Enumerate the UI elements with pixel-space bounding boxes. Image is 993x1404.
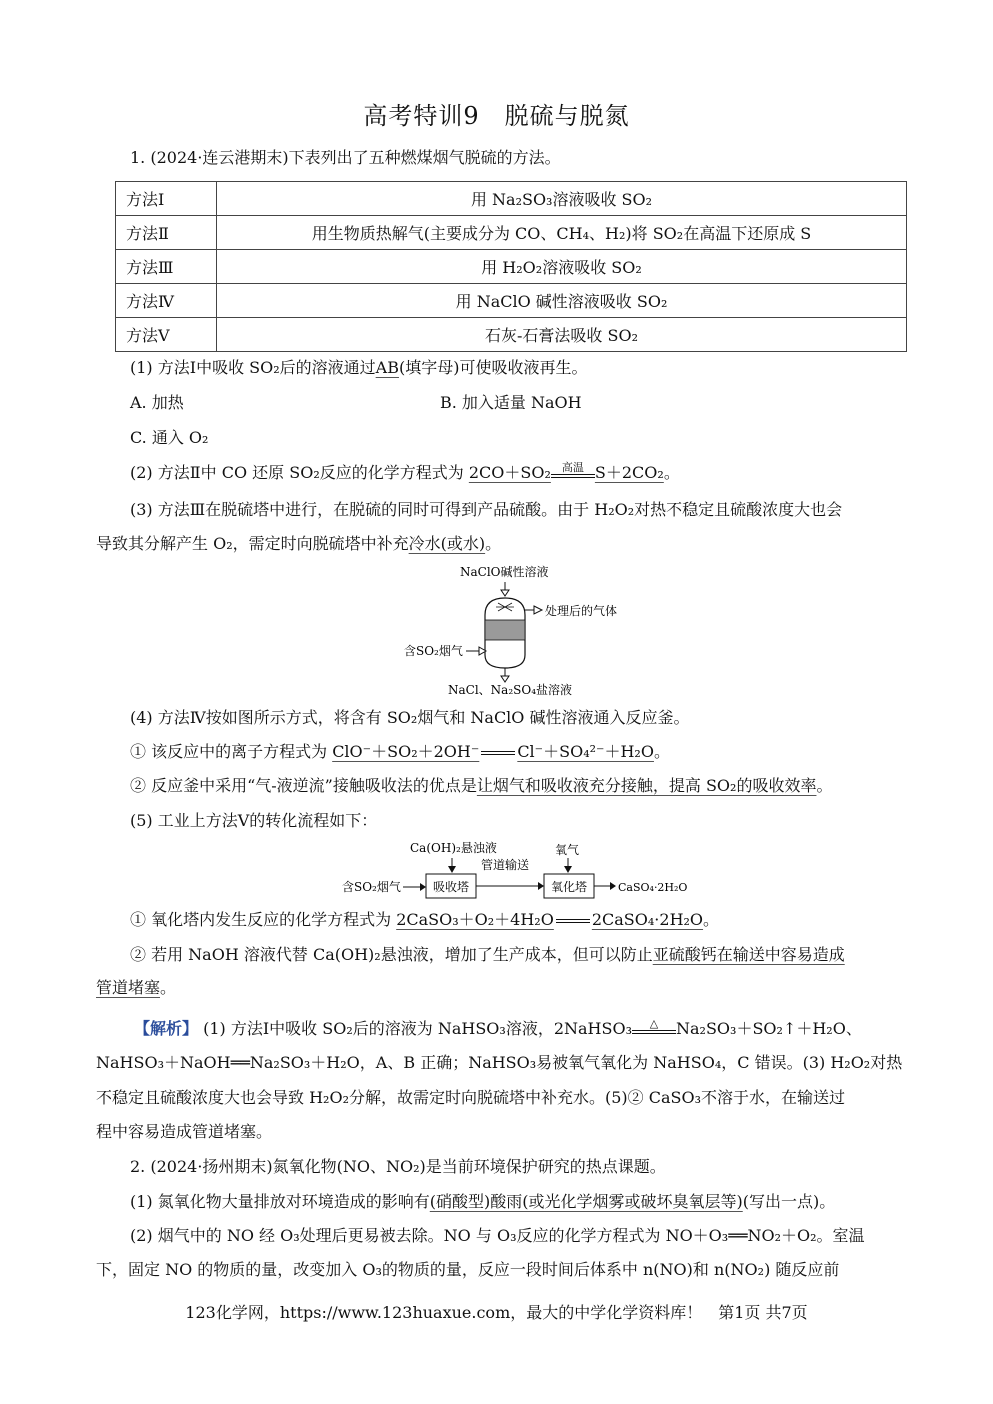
q1-part4: (4) 方法Ⅳ按如图所示方式，将含有 SO₂烟气和 NaClO 碱性溶液通入反应釜。 — [130, 708, 690, 727]
answer-p5-1: 2CaSO₃＋O₂＋4H₂O 2CaSO₄·2H₂O — [396, 910, 704, 929]
fig2-pipe: 管道输送 — [481, 858, 530, 872]
answer-p3: 冷水(或水) — [408, 534, 486, 553]
q1-part5-1: ① 氧化塔内发生反应的化学方程式为 2CaSO₃＋O₂＋4H₂O 2CaSO₄·2H₂O。 — [130, 910, 720, 929]
answer-p5-2b: 管道堵塞 — [96, 978, 161, 997]
method-name: 方法Ⅴ — [116, 318, 217, 352]
method-row — [116, 250, 907, 284]
answer-p4-2: 让烟气和吸收液充分接触，提高 SO₂的吸收效率 — [476, 776, 817, 795]
fig2-product: CaSO₄·2H₂O — [618, 881, 688, 894]
q1-part5-2: ② 若用 NaOH 溶液代替 Ca(OH)₂悬浊液，增加了生产成本，但可以防止亚硫酸钙在输送中容易造成 — [130, 945, 845, 964]
q1-part3-line2: 导致其分解产生 O₂，需定时向脱硫塔中补充冷水(或水)。 — [96, 534, 502, 553]
analysis-line1: 【解析】 (1) 方法Ⅰ中吸收 SO₂后的溶液为 NaHSO₃溶液，2NaHSO₃ △ Na₂SO₃＋SO₂↑＋H₂O、 — [134, 1017, 862, 1038]
reactor-diagram — [400, 560, 640, 700]
analysis-line4: 程中容易造成管道堵塞。 — [96, 1122, 273, 1141]
fig2-box1: 吸收塔 — [432, 880, 470, 894]
q1-part2: (2) 方法Ⅱ中 CO 还原 SO₂反应的化学方程式为 2CO＋SO₂ 高温 S＋2CO₂。 — [130, 461, 680, 482]
fig1-right-label: 处理后的气体 — [545, 604, 618, 618]
fig1-left-label: 含SO₂烟气 — [404, 644, 463, 658]
q2-part2-line2: 下，固定 NO 的物质的量，改变加入 O₃的物质的量，反应一段时间后体系中 n(NO)和 n(NO₂) 随反应前 — [96, 1260, 840, 1279]
analysis-line3: 不稳定且硫酸浓度大也会导致 H₂O₂分解，故需定时向脱硫塔中补充水。(5)② CaSO₃不溶于水，在输送过 — [96, 1088, 846, 1107]
answer-p1: AB — [375, 358, 399, 377]
method-description: 石灰-石膏法吸收 SO₂ — [217, 318, 907, 352]
answer-p2: 2CO＋SO₂ 高温 S＋2CO₂ — [468, 461, 664, 482]
method-row — [116, 182, 907, 216]
method-description: 用生物质热解气(主要成分为 CO、CH₄、H₂)将 SO₂在高温下还原成 S — [217, 216, 907, 250]
fig2-box2: 氧化塔 — [550, 880, 588, 894]
method-description: 用 NaClO 碱性溶液吸收 SO₂ — [217, 284, 907, 318]
answer-p5-2a: 亚硫酸钙在输送中容易造成 — [652, 945, 845, 964]
fig2-top1: Ca(OH)₂悬浊液 — [410, 841, 497, 855]
method-row — [116, 216, 907, 250]
analysis-line2: NaHSO₃＋NaOH══Na₂SO₃＋H₂O，A、B 正确；NaHSO₃易被氧气氧化为 NaHSO₄，C 错误。(3) H₂O₂对热 — [96, 1053, 903, 1072]
q2-part1: (1) 氮氧化物大量排放对环境造成的影响有(硝酸型)酸雨(或光化学烟雾或破坏臭氧层等)(写出一点)。 — [130, 1192, 836, 1211]
q1-part4-1: ① 该反应中的离子方程式为 ClO⁻＋SO₂＋2OH⁻ Cl⁻＋SO₄²⁻＋H₂O。 — [130, 742, 670, 761]
fig1-bottom-label: NaCl、Na₂SO₄盐溶液 — [448, 683, 573, 697]
method-name: 方法Ⅱ — [116, 216, 217, 250]
q1-intro: 1. (2024·连云港期末)下表列出了五种燃煤烟气脱硫的方法。 — [130, 148, 561, 167]
answer-q2-p1: (硝酸型)酸雨(或光化学烟雾或破坏臭氧层等) — [429, 1192, 743, 1211]
method-description: 用 H₂O₂溶液吸收 SO₂ — [217, 250, 907, 284]
method-name: 方法Ⅰ — [116, 182, 217, 216]
option-a: A. 加热 — [130, 393, 184, 412]
page-title: 高考特训9 脱硫与脱氮 — [363, 102, 630, 130]
method-row — [116, 318, 907, 352]
fig2-feed: 含SO₂烟气 — [342, 880, 401, 894]
method-row — [116, 284, 907, 318]
fig1-top-label: NaClO碱性溶液 — [460, 565, 549, 579]
methods-table — [115, 181, 907, 352]
method-description: 用 Na₂SO₃溶液吸收 SO₂ — [217, 182, 907, 216]
option-c: C. 通入 O₂ — [130, 428, 209, 447]
answer-p4-1: ClO⁻＋SO₂＋2OH⁻ Cl⁻＋SO₄²⁻＋H₂O — [332, 742, 654, 761]
fig2-top2: 氧气 — [555, 843, 580, 857]
option-b: B. 加入适量 NaOH — [440, 393, 582, 412]
method-name: 方法Ⅳ — [116, 284, 217, 318]
process-flow-diagram — [340, 836, 720, 902]
q1-part5: (5) 工业上方法Ⅴ的转化流程如下： — [130, 811, 378, 830]
page-footer: 123化学网，https://www.123huaxue.com，最大的中学化学资料库！ 第1页 共7页 — [185, 1303, 808, 1322]
q1-part4-2: ② 反应釜中采用“气-液逆流”接触吸收法的优点是让烟气和吸收液充分接触，提高 SO₂的吸收效率。 — [130, 776, 833, 795]
q1-part1: (1) 方法Ⅰ中吸收 SO₂后的溶液通过AB(填字母)可使吸收液再生。 — [130, 358, 588, 377]
q2-part2-line1: (2) 烟气中的 NO 经 O₃处理后更易被去除。NO 与 O₃反应的化学方程式为 NO＋O₃══NO₂＋O₂。室温 — [130, 1226, 865, 1245]
analysis-tag: 【解析】 — [134, 1019, 199, 1038]
q1-part5-2-cont: 管道堵塞。 — [96, 978, 177, 997]
q1-part3-line1: (3) 方法Ⅲ在脱硫塔中进行，在脱硫的同时可得到产品硫酸。由于 H₂O₂对热不稳定且硫酸浓度大也会 — [130, 500, 843, 519]
q2-intro: 2. (2024·扬州期末)氮氧化物(NO、NO₂)是当前环境保护研究的热点课题。 — [130, 1157, 666, 1176]
method-name: 方法Ⅲ — [116, 250, 217, 284]
